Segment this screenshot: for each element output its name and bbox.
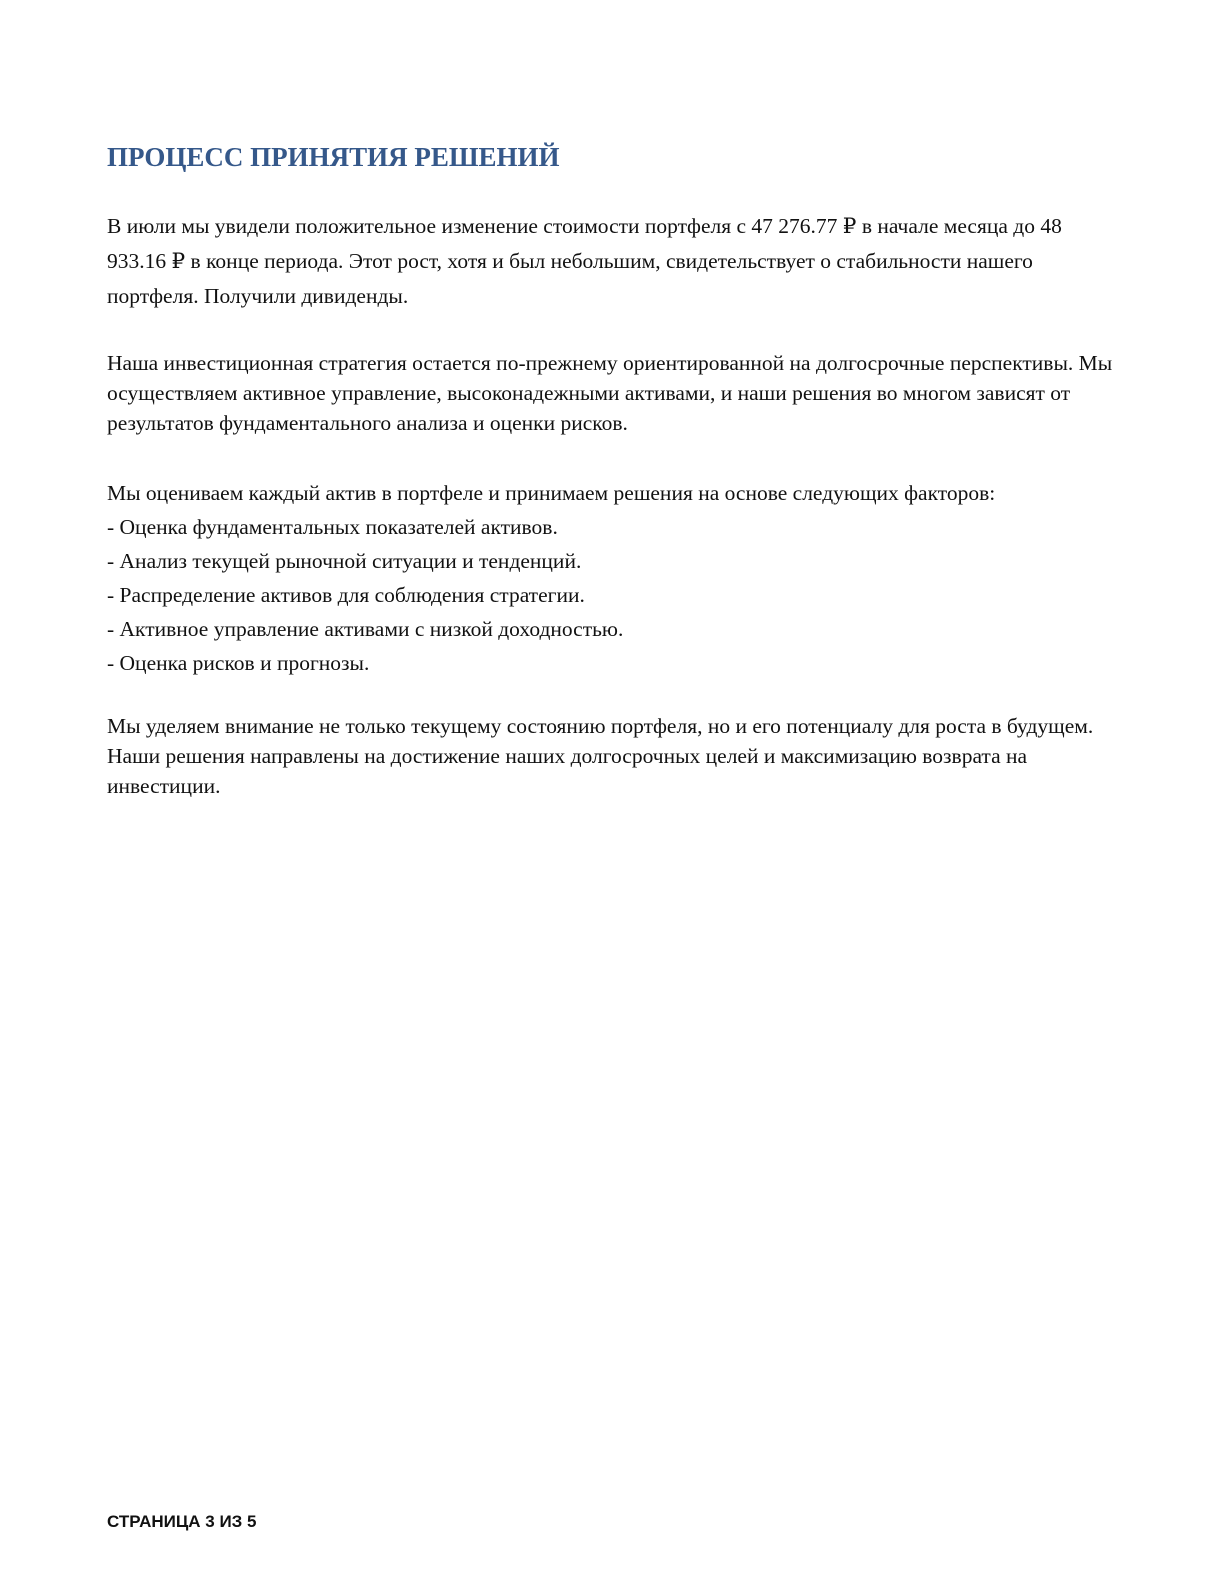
factors-intro: Мы оцениваем каждый актив в портфеле и принимаем решения на основе следующих факторов: (107, 481, 996, 505)
factor-item: - Анализ текущей рыночной ситуации и тенденций. (107, 549, 582, 573)
factors-block (107, 476, 1117, 680)
factor-item: - Активное управление активами с низкой доходностью. (107, 617, 624, 641)
factor-item: - Оценка фундаментальных показателей активов. (107, 515, 558, 539)
section-title: ПРОЦЕСС ПРИНЯТИЯ РЕШЕНИЙ (107, 142, 560, 172)
factor-item: - Оценка рисков и прогнозы. (107, 651, 370, 675)
portfolio-change-paragraph: В июли мы увидели положительное изменение стоимости портфеля с 47 276.77 ₽ в начале месяца до 48 933.16 ₽ в конце периода. Этот рост, хотя и был небольшим, свидетельствует о стабильности нашего портфеля. Получили дивиденды. (107, 214, 1062, 308)
page-number-footer: СТРАНИЦА 3 ИЗ 5 (107, 1512, 257, 1531)
outlook-paragraph: Мы уделяем внимание не только текущему состоянию портфеля, но и его потенциалу для роста в будущем. Наши решения направлены на достижение наших долгосрочных целей и максимизацию возврата на инвестиции. (107, 714, 1094, 798)
strategy-paragraph: Наша инвестиционная стратегия остается по-прежнему ориентированной на долгосрочные перспективы. Мы осуществляем активное управление, высоконадежными активами, и наши решения во многом зависят от результатов фундаментального анализа и оценки рисков. (107, 351, 1113, 435)
factor-item: - Распределение активов для соблюдения стратегии. (107, 583, 585, 607)
